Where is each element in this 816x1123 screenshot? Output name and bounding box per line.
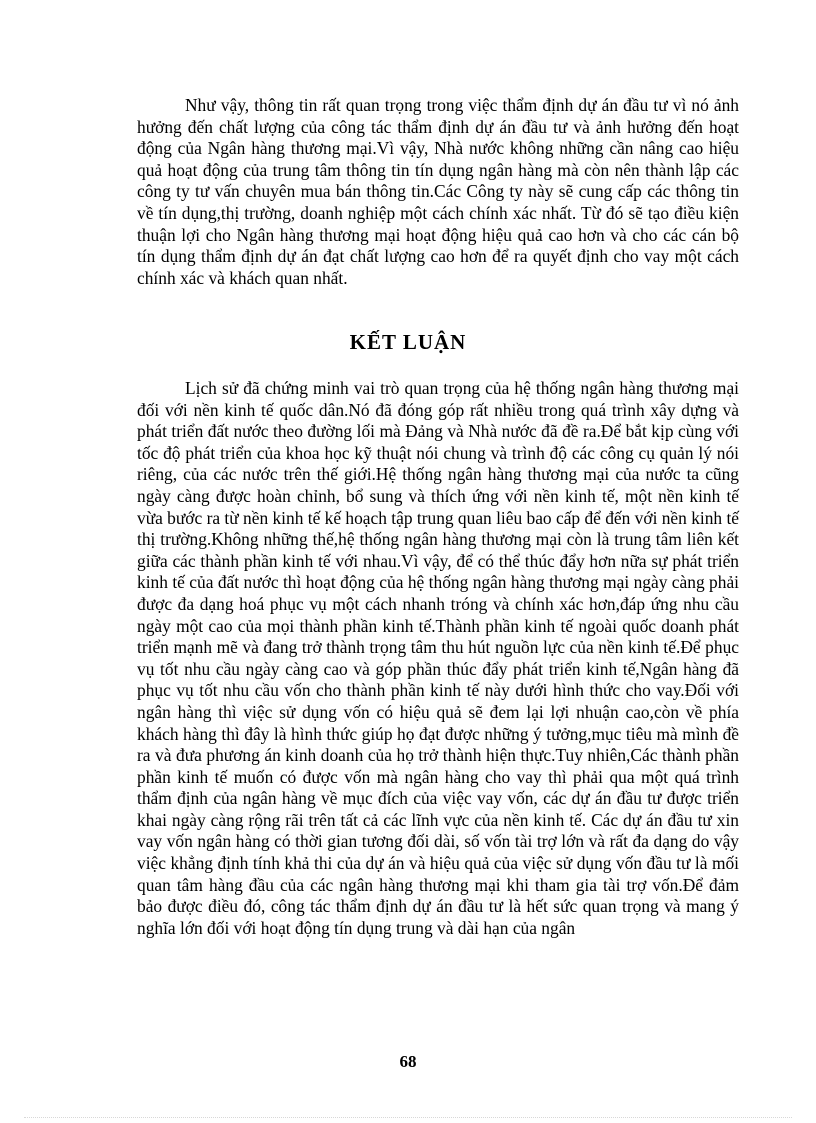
page-number: 68 xyxy=(399,1052,417,1071)
paragraph-conclusion: Lịch sử đã chứng minh vai trò quan trọng của hệ thống ngân hàng thương mại đối với nền kinh tế quốc dân.Nó đã đóng góp rất nhiều trong quá trình xây dựng và phát triển đất nước theo đường lối mà Đảng và Nhà nước đã đề ra.Để bắt kịp cùng với tốc độ phát triển của khoa học kỹ thuật nói chung và trình độ các công cụ quản lý nói riêng, của các nước trên thế giới.Hệ thống ngân hàng thương mại của nước ta cũng ngày càng được hoàn chỉnh, bổ sung và thích ứng với nền kinh tế, một nền kinh tế vừa bước ra từ nền kinh tế kế hoạch tập trung quan liêu bao cấp để đến với nền kinh tế thị trường.Không những thế,hệ thống ngân hàng thương mại còn là trung tâm liên kết giữa các thành phần kinh tế với nhau.Vì vậy, để có thể thúc đẩy hơn nữa sự phát triển kinh tế của đất nước thì hoạt động của hệ thống ngân hàng thương mại ngày càng phải được đa dạng hoá phục vụ một cách nhanh tróng và chính xác hơn,đáp ứng nhu cầu ngày một cao của mọi thành phần kinh tế.Thành phần kinh tế ngoài quốc doanh phát triển mạnh mẽ và đang trở thành trọng tâm thu hút nguồn lực của nền kinh tế.Để phục vụ tốt nhu cầu ngày càng cao và góp phần thúc đẩy phát triển kinh tế,Ngân hàng đã phục vụ tốt nhu cầu vốn cho thành phần kinh tế này dưới hình thức cho vay.Đối với ngân hàng thì việc sử dụng vốn có hiệu quả sẽ đem lại lợi nhuận cao,còn về phía khách hàng thì đây là hình thức giúp họ đạt được những ý tưởng,mục tiêu mà mình đề ra và đưa phương án kinh doanh của họ trở thành hiện thực.Tuy nhiên,Các thành phần phần kinh tế muốn có được vốn mà ngân hàng cho vay thì phải qua một quá trình thẩm định của ngân hàng về mục đích của việc vay vốn, các dự án đầu tư được triển khai ngày càng rộng rãi trên tất cả các lĩnh vực của nền kinh tế. Các dự án đầu tư xin vay vốn ngân hàng có thời gian tương đối dài, số vốn tài trợ lớn và rất đa dạng do vậy việc khẳng định tính khả thi của dự án và hiệu quả của việc sử dụng vốn đầu tư là mối quan tâm hàng đầu của các ngân hàng thương mại khi tham gia tài trợ vốn.Để đảm bảo được điều đó, công tác thẩm định dự án đầu tư là hết sức quan trọng và mang ý nghĩa lớn đối với hoạt động tín dụng trung và dài hạn của ngân xyxy=(137,378,740,938)
paragraph-intro: Như vậy, thông tin rất quan trọng trong việc thẩm định dự án đầu tư vì nó ảnh hưởng đến chất lượng của công tác thẩm định dự án đầu tư và ảnh hưởng đến hoạt động của Ngân hàng thương mại.Vì vậy, Nhà nước không những cần nâng cao hiệu quả hoạt động của trung tâm thông tin tín dụng ngân hàng mà còn nên thành lập các công ty tư vấn chuyên mua bán thông tin.Các Công ty này sẽ cung cấp các thông tin về tín dụng,thị trường, doanh nghiệp một cách chính xác nhất. Từ đó sẽ tạo điều kiện thuận lợi cho Ngân hàng thương mại hoạt động hiệu quả cao hơn và cho các cán bộ tín dụng thẩm định dự án đạt chất lượng cao hơn để ra quyết định cho vay một cách chính xác và khách quan nhất. xyxy=(137,95,739,288)
footer-divider xyxy=(24,1117,792,1118)
section-heading-conclusion: KẾT LUẬN xyxy=(349,330,467,354)
